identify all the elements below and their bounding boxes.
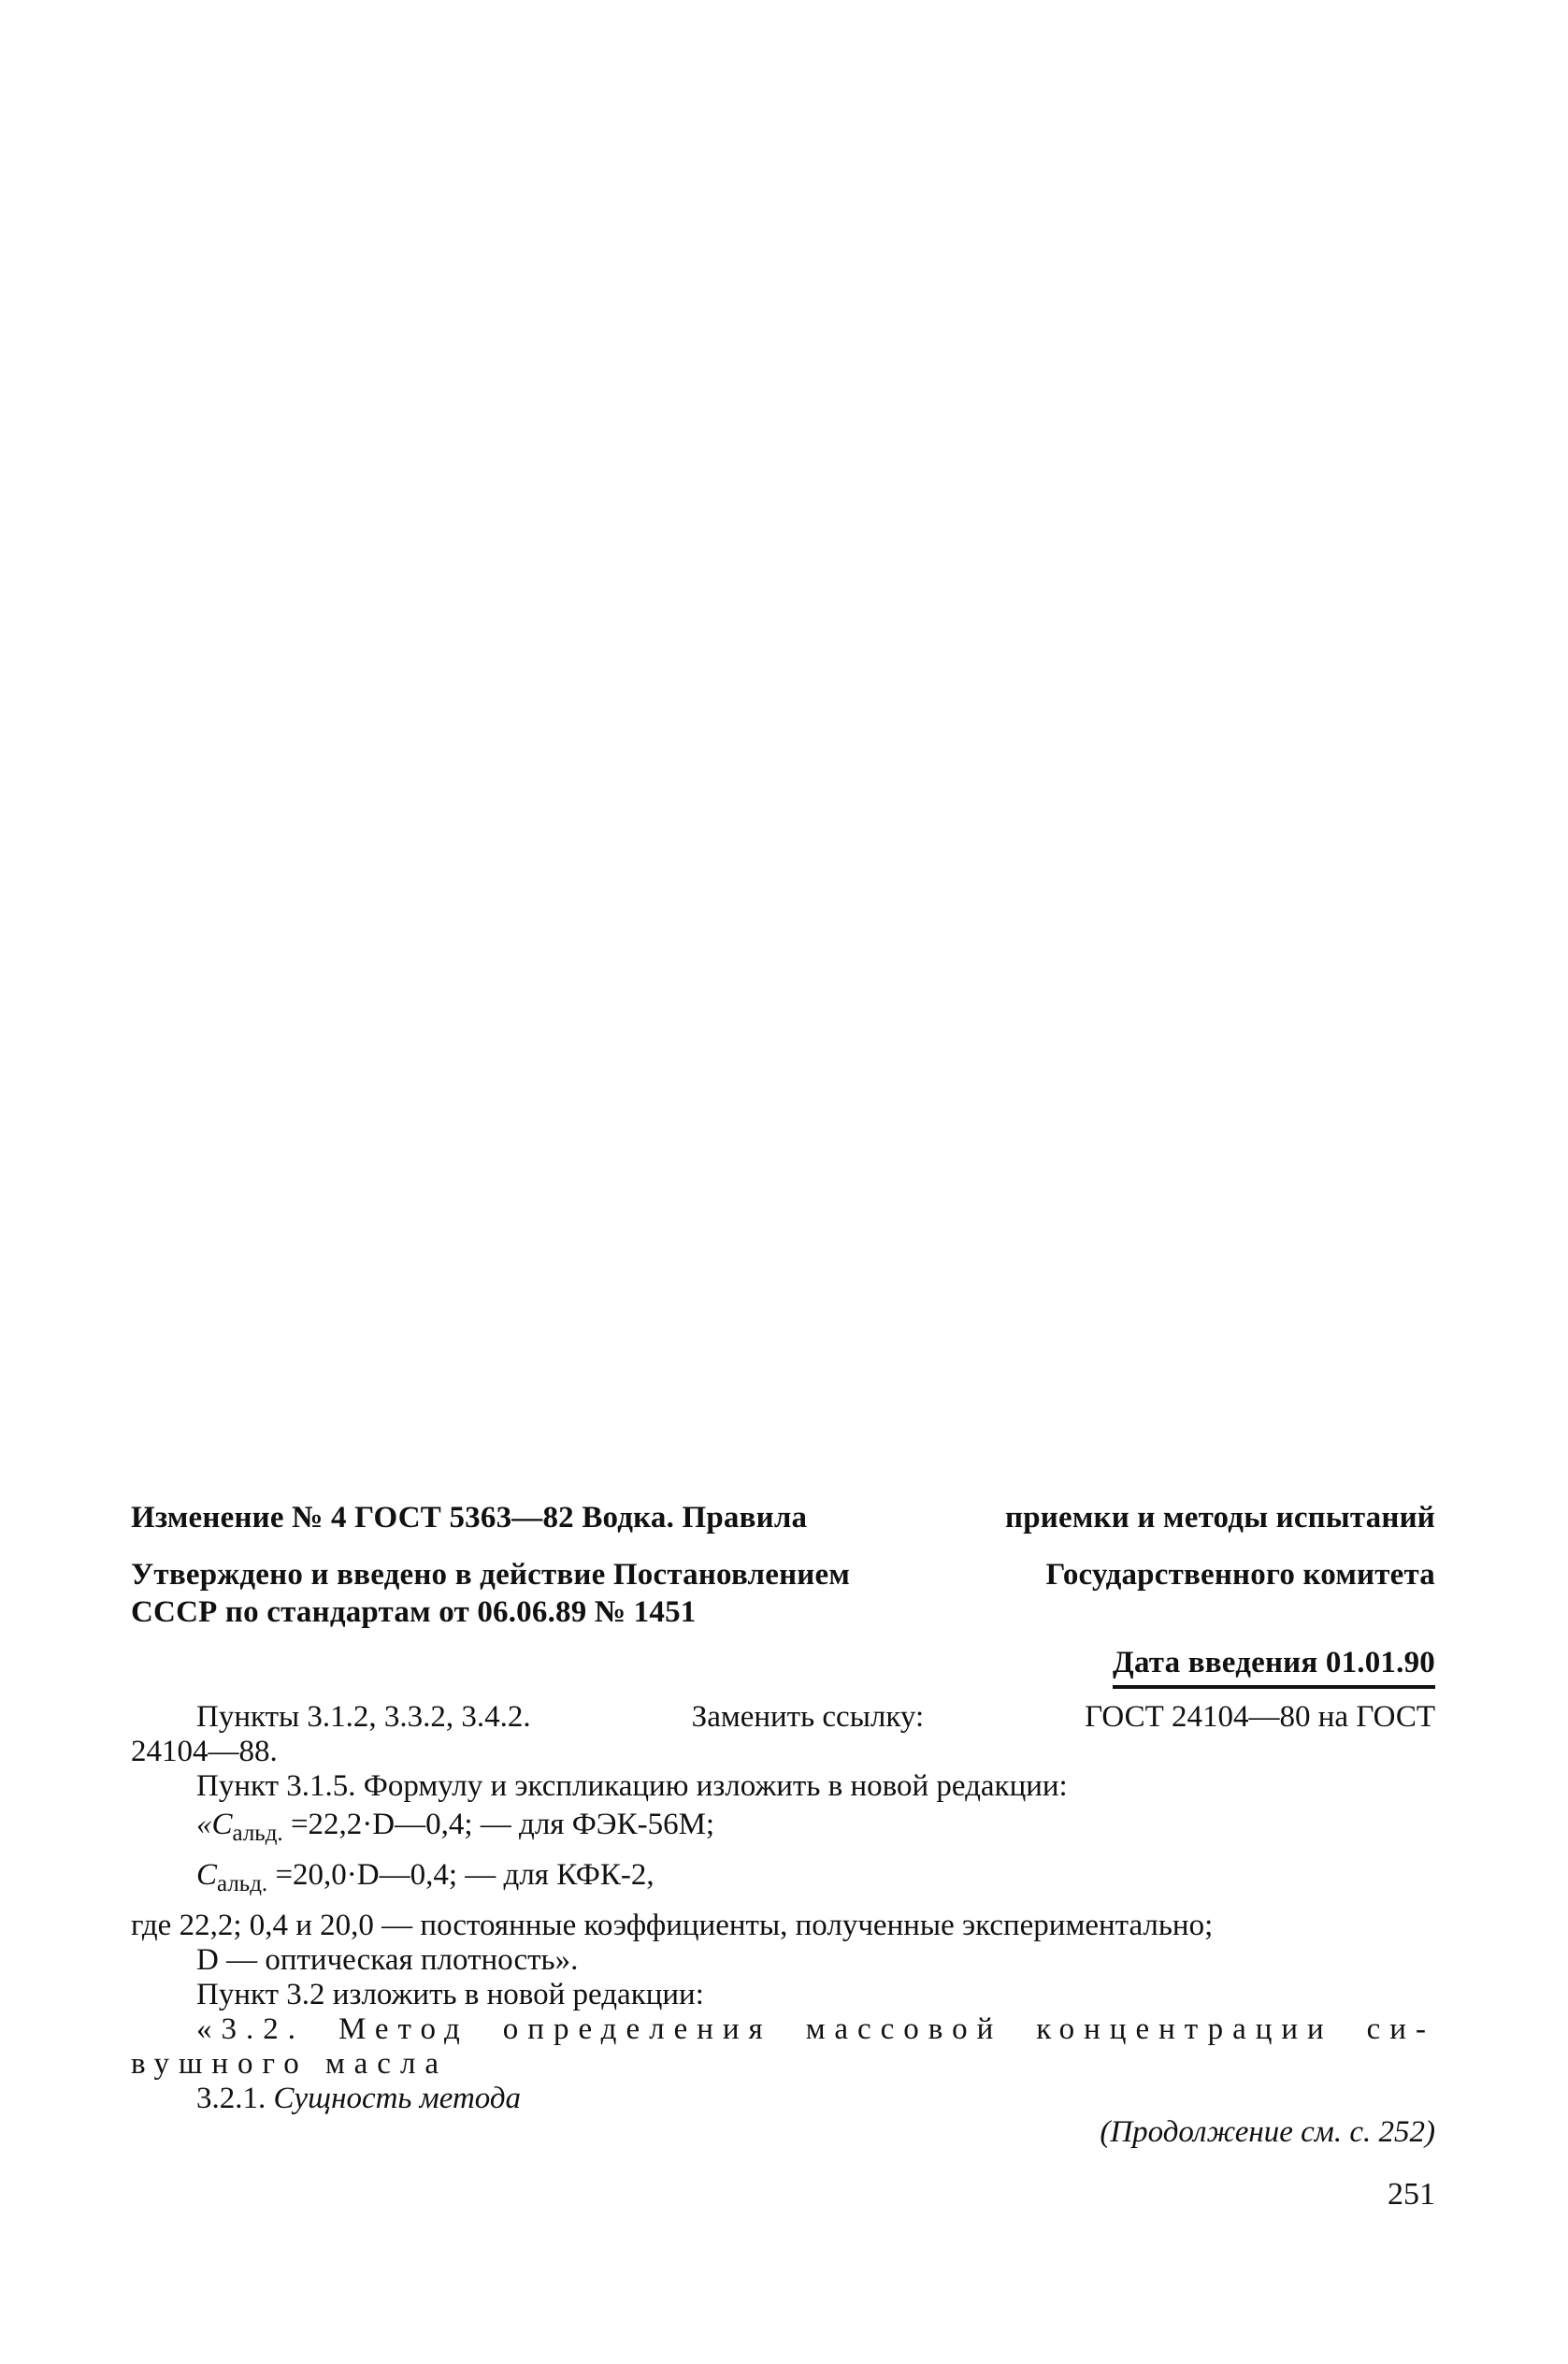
formula-fek-symbol: «C [196,1808,233,1841]
method-word-3: массовой [805,2012,1003,2046]
amendment-title [131,1499,1435,1536]
paragraph-315: Пункт 3.1.5. Формулу и экспликацию изложить в новой редакции: [196,1769,1068,1803]
formula-kfk-subscript: альд. [217,1871,268,1896]
method-number: «3.2. [196,2012,305,2046]
page-number: 251 [1388,2177,1435,2212]
subsection-321-number: 3.2.1. [196,2082,266,2115]
method-word-1: Метод [338,2012,469,2046]
formula-fek-expression: =22,2·D—0,4; — для ФЭК-56М; [282,1808,715,1841]
replace-ref: Заменить ссылку: [691,1700,925,1734]
subsection-321 [131,2082,1435,2116]
method-word-4: концентрации [1036,2012,1333,2046]
amendment-title-left: Изменение № 4 ГОСТ 5363—82 Водка. Правила [131,1501,808,1535]
continuation-note: (Продолжение см. с. 252) [1100,2115,1435,2149]
points-list: Пункты 3.1.2, 3.3.2, 3.4.2. [196,1700,531,1734]
explanation-d: D — оптическая плотность». [196,1943,579,1977]
method-word-2: определения [502,2012,772,2046]
effective-date-row [131,1644,1435,1689]
subsection-321-title: Сущность метода [273,2082,522,2115]
paragraph-points [131,1700,1435,1735]
effective-date: Дата введения 01.01.90 [1113,1644,1435,1689]
formula-kfk-expression: =20,0·D—0,4; — для КФК-2, [267,1858,655,1892]
gost-ref: ГОСТ 24104—80 на ГОСТ [1085,1700,1435,1734]
method-title [131,2012,1435,2047]
gost-ref-cont: 24104—88. [131,1735,278,1768]
paragraph-32: Пункт 3.2 изложить в новой редакции: [196,1978,704,2011]
method-word-5: си- [1366,2012,1435,2046]
approval-line-1 [131,1556,1435,1593]
amendment-title-right: приемки и методы испытаний [1005,1501,1435,1535]
amendment-header [131,1499,1435,1689]
approval-left: Утверждено и введено в действие Постановлением [131,1558,851,1592]
amendment-body [131,1700,1435,2116]
approval-line-2: СССР по стандартам от 06.06.89 № 1451 [131,1595,697,1629]
method-title-cont: вушного масла [131,2047,449,2081]
formula-kfk-symbol: C [196,1858,218,1892]
formula-fek [131,1808,1435,1851]
explanation-where: где 22,2; 0,4 и 20,0 — постоянные коэффициенты, полученные экспериментально; [131,1909,1214,1942]
formula-kfk [131,1858,1435,1901]
approval-right: Государственного комитета [1045,1558,1435,1592]
formula-fek-subscript: альд. [232,1821,283,1846]
